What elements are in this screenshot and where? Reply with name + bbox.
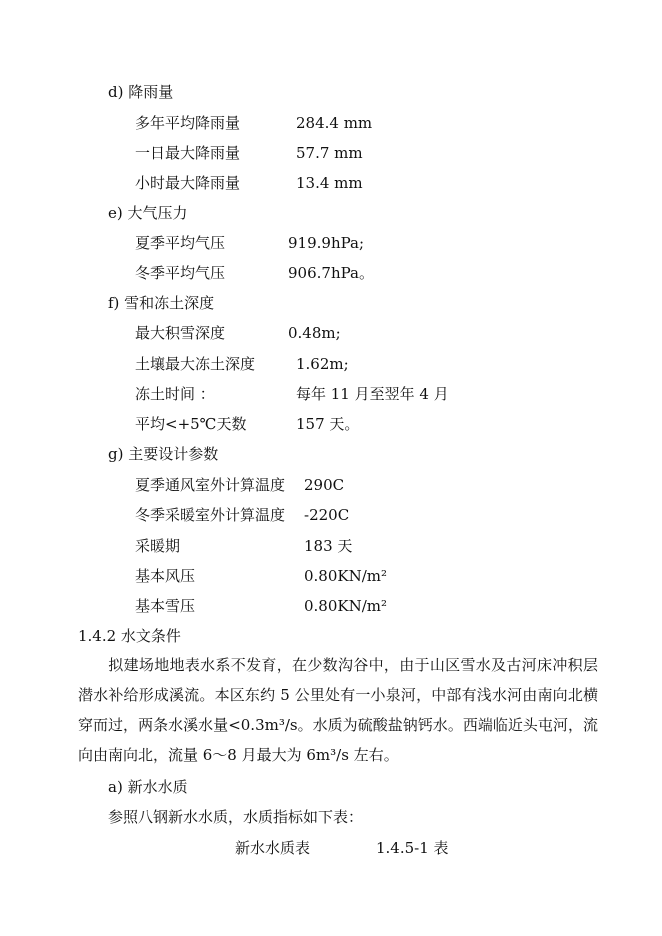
snow-value-days: 157 天。 [296,415,360,433]
water-heading: a) 新水水质 [108,778,188,796]
hydro-paragraph: 拟建场地地表水系不发育，在少数沟谷中，由于山区雪水及古河床冲积层潜水补给形成溪流。本区东约 5 公里处有一小泉河，中部有浅水河由南向北横穿而过，两条水溪水量<0.3m³/s。水质为硫酸盐钠钙水。西端临近头屯河，流向由南向北，流量 6～8 月最大为 6m³/s 左右。 [78,656,598,764]
rain-label-daily-max: 一日最大降雨量 [135,144,241,162]
pressure-heading: e) 大气压力 [108,204,188,222]
rain-heading: d) 降雨量 [108,83,174,101]
rain-value-annual: 284.4 mm [296,114,373,132]
water-intro: 参照八钢新水水质，水质指标如下表： [108,808,364,826]
hydro-heading: 1.4.2 水文条件 [78,627,181,645]
design-label-heating-period: 采暖期 [135,537,181,555]
pressure-label-winter: 冬季平均气压 [135,264,226,282]
pressure-label-summer: 夏季平均气压 [135,234,226,252]
table-number: 1.4.5-1 表 [376,839,449,857]
snow-label-frozen-time: 冻土时间 ： [135,385,215,403]
design-value-summer-temp: 290C [304,476,345,494]
snow-value-max-depth: 0.48m; [288,324,341,342]
design-heading: g) 主要设计参数 [108,445,219,463]
rain-value-hourly-max: 13.4 mm [296,174,363,192]
rain-value-daily-max: 57.7 mm [296,144,363,162]
design-label-snow-pressure: 基本雪压 [135,597,196,615]
pressure-value-winter: 906.7hPa。 [288,264,374,282]
design-label-winter-temp: 冬季采暖室外计算温度 [135,506,286,524]
table-title: 新水水质表 [235,839,311,857]
snow-value-frozen-depth: 1.62m; [296,355,349,373]
rain-label-annual: 多年平均降雨量 [135,114,241,132]
snow-label-days: 平均<+5℃天数 [135,415,247,433]
design-value-winter-temp: -220C [304,506,350,524]
snow-heading: f) 雪和冻土深度 [108,294,215,312]
snow-label-frozen-depth: 土壤最大冻土深度 [135,355,256,373]
design-value-wind-pressure: 0.80KN/m² [304,567,388,585]
rain-label-hourly-max: 小时最大降雨量 [135,174,241,192]
snow-value-frozen-time: 每年 11 月至翌年 4 月 [296,385,449,403]
pressure-value-summer: 919.9hPa; [288,234,365,252]
hydro-paragraph-block [78,650,598,770]
design-label-summer-temp: 夏季通风室外计算温度 [135,476,286,494]
design-value-heating-period: 183 天 [304,537,353,555]
snow-label-max-depth: 最大积雪深度 [135,324,226,342]
design-label-wind-pressure: 基本风压 [135,567,196,585]
design-value-snow-pressure: 0.80KN/m² [304,597,388,615]
